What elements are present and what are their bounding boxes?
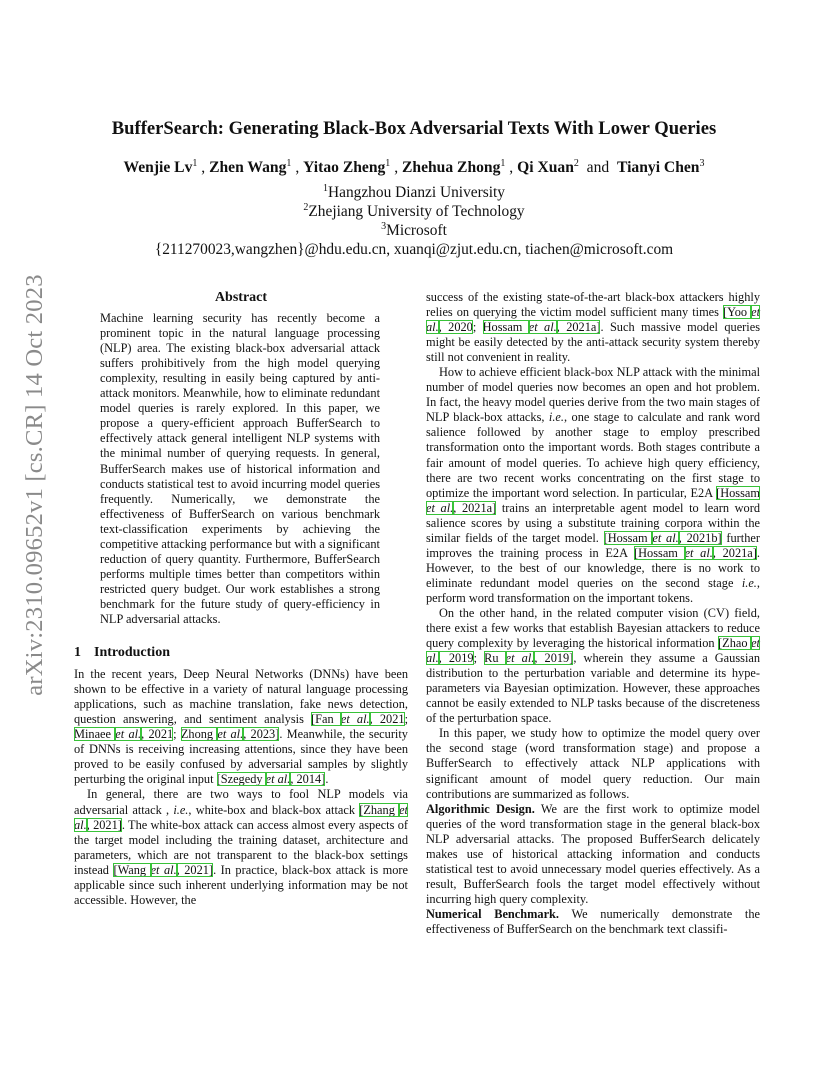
text-run: We numerically demonstrate the effectiveness of BufferSearch on the benchmark text classifi- bbox=[426, 906, 760, 936]
text-run: . However, to the best of our knowledge, there is no work to eliminate redundant model queries on the second stage bbox=[426, 545, 760, 590]
abstract-body bbox=[74, 311, 408, 627]
section-heading bbox=[74, 645, 408, 660]
text-run: , perform word transformation on the important tokens. bbox=[426, 575, 760, 605]
author-name: Yitao Zheng bbox=[303, 159, 386, 177]
section-title: Introduction bbox=[94, 645, 170, 661]
citation-link[interactable]: , 2021a] bbox=[556, 320, 601, 335]
citation-link[interactable]: et al. bbox=[426, 305, 761, 335]
author-affiliation-mark: 1 bbox=[286, 158, 292, 169]
arxiv-sidebar-stamp bbox=[19, 274, 51, 696]
author-separator: , bbox=[394, 159, 399, 177]
author-affiliation-mark: 3 bbox=[699, 158, 705, 169]
citation-link[interactable]: Minaee bbox=[74, 727, 116, 742]
text-run: In this paper, we study how to optimize the model query over the second stage (word transformation stage) and propose a BufferSearch to effectively attack NLP applications with significant amount of model query reduction. Our main contributions are summarized as follows. bbox=[426, 726, 760, 801]
citation-link[interactable]: [Fan bbox=[311, 712, 341, 727]
affiliation-mark: 3 bbox=[381, 221, 387, 232]
body-paragraph bbox=[74, 667, 408, 787]
paragraph-lead: Numerical Benchmark. bbox=[426, 906, 560, 921]
affiliation bbox=[60, 202, 768, 221]
text-run: , wherein they assume a Gaussian distribution to the perturbation variable and determine its hype-parameters via Bayesian optimization. However, these approaches cannot be easily extended to NLP tasks because of the discreteness of the perturbation space. bbox=[426, 651, 761, 726]
right-column-body bbox=[426, 290, 760, 937]
text-run: In general, there are two ways to fool NLP models via adversarial attack , bbox=[74, 787, 408, 817]
citation-link[interactable]: [Hossam bbox=[634, 545, 685, 560]
author-list bbox=[60, 158, 768, 177]
citation-link[interactable]: , 2019 bbox=[438, 651, 474, 666]
text-run: How to achieve efficient black-box NLP attack with the minimal number of model queries now becomes an open and hot problem. In fact, the heavy model queries derive from the two main stages of NLP black-box attacks, bbox=[426, 365, 760, 425]
citation-link[interactable]: et al. bbox=[217, 727, 244, 742]
author-affiliation-mark: 1 bbox=[500, 158, 506, 169]
affiliation-mark: 1 bbox=[323, 183, 329, 194]
right-column bbox=[426, 290, 760, 937]
citation-link[interactable]: [Zhang bbox=[359, 802, 400, 817]
body-paragraph bbox=[426, 606, 760, 726]
author-name: Tianyi Chen bbox=[616, 159, 700, 177]
author-affiliation-mark: 1 bbox=[385, 158, 391, 169]
citation-link[interactable]: Zhong bbox=[180, 727, 218, 742]
author-name: Zhen Wang bbox=[209, 159, 287, 177]
affiliation bbox=[60, 183, 768, 202]
author-name: Qi Xuan bbox=[517, 159, 574, 177]
citation-link[interactable]: et al. bbox=[426, 500, 454, 515]
abstract-text: Machine learning security has recently become a prominent topic in the natural language processing (NLP) area. The existing black-box adversarial attack suffers prohibitively from the high model querying complexity, resulting in easily being captured by anti-attack monitors. Meanwhile, how to eliminate redundant model queries is rarely explored. In this paper, we propose a query-efficient approach BufferSearch to effectively attack general intelligent NLP systems with the minimal number of querying requests. In general, BufferSearch makes use of historical information and conducts statistical test to avoid incurring model queries frequently. Numerically, we demonstrate the effectiveness of BufferSearch on various benchmark text-classification experiments by achieving the competitive attacking performance but with a significant reduction of query quantity. Furthermore, BufferSearch performs multiple times better than competitors within restricted query budget. Our work establishes a strong benchmark for the future study of query-efficiency in NLP adversarial attacks. bbox=[100, 311, 380, 626]
citation-link[interactable]: [Wang bbox=[113, 862, 151, 877]
citation-link[interactable]: , 2019] bbox=[534, 651, 574, 666]
citation-link[interactable]: , 2021a] bbox=[453, 500, 497, 515]
left-column bbox=[74, 290, 408, 908]
affiliation-name: Zhejiang University of Technology bbox=[308, 203, 525, 221]
citation-link[interactable]: , 2021a] bbox=[712, 545, 757, 560]
text-run: i.e. bbox=[548, 410, 565, 425]
text-run: On the other hand, in the related computer vision (CV) field, there exist a few works that establish Bayesian attackers to reduce query complexity by leveraging the historical information bbox=[426, 605, 760, 651]
citation-link[interactable]: , 2014] bbox=[290, 772, 326, 787]
affiliation-mark: 2 bbox=[303, 202, 309, 213]
body-paragraph bbox=[74, 787, 408, 907]
affiliation-name: Microsoft bbox=[386, 222, 447, 240]
author-affiliation-mark: 2 bbox=[573, 158, 579, 169]
text-run: , one stage to calculate and rank word salience followed by another stage to employ prescribed transformation onto the important words. Both stages contribute a fair amount of model queries. To achieve high query efficiency, there are two recent works concentrating on the first stage to optimize the important word selection. In particular, E2A bbox=[426, 410, 760, 500]
citation-link[interactable]: et al. bbox=[340, 712, 370, 727]
citation-link[interactable]: , 2021 bbox=[141, 727, 174, 742]
citation-link[interactable]: Hossam bbox=[482, 320, 529, 335]
text-run: . The white-box attack can access almost every aspects of the target model including the training dataset, architecture and parameters, which are not transparent to the black-box settings instead bbox=[74, 817, 408, 877]
citation-link[interactable]: [Yoo bbox=[722, 305, 752, 320]
citation-link[interactable]: , 2021] bbox=[176, 862, 214, 877]
author-conjunction: and bbox=[586, 159, 610, 177]
section-number: 1 bbox=[74, 645, 81, 661]
text-run: success of the existing state-of-the-art black-box attackers highly relies on querying the victim model sufficient many times bbox=[426, 290, 760, 320]
affiliation-name: Hangzhou Dianzi University bbox=[328, 184, 505, 202]
text-run: trains an interpretable agent model to learn word salience scores by using a substitute training corpora within the similar fields of the target model. bbox=[426, 500, 760, 545]
citation-link[interactable]: [Szegedy bbox=[216, 772, 266, 787]
text-run: We are the first work to optimize model queries of the word transformation stage in the general black-box NLP adversarial attacks. The proposed BufferSearch delicately makes use of historical attacking information and conducts statistical test to avoid unnecessary model queries effectively. As a result, BufferSearch fools the target model effectively without incurring high query complexity. bbox=[426, 801, 760, 906]
text-run: i.e. bbox=[741, 575, 757, 590]
text-run: . In practice, black-box attack is more applicable since such inherent underlying information may be not accessible. However, the bbox=[74, 862, 408, 907]
author-name: Zhehua Zhong bbox=[402, 159, 501, 177]
introduction-body bbox=[74, 667, 408, 908]
author-name: Wenjie Lv bbox=[123, 159, 193, 177]
body-paragraph bbox=[426, 726, 760, 801]
text-run: ; bbox=[472, 320, 483, 335]
citation-link[interactable]: et al. bbox=[684, 545, 713, 560]
affiliation bbox=[60, 221, 768, 240]
arxiv-identifier: arXiv:2310.09652v1 [cs.CR] 14 Oct 2023 bbox=[21, 274, 48, 696]
citation-link[interactable]: et al. bbox=[528, 320, 557, 335]
author-affiliation-mark: 1 bbox=[192, 158, 198, 169]
author-separator: , bbox=[509, 159, 514, 177]
text-run: ; bbox=[473, 651, 485, 666]
paragraph-lead: Algorithmic Design. bbox=[426, 801, 535, 816]
abstract-heading: Abstract bbox=[214, 290, 268, 305]
body-paragraph bbox=[426, 365, 760, 606]
author-separator: , bbox=[295, 159, 300, 177]
citation-link[interactable]: et al. bbox=[74, 802, 408, 832]
citation-link[interactable]: et al. bbox=[265, 772, 291, 787]
text-run: . bbox=[325, 772, 329, 787]
text-run: . Such massive model queries might be easily detected by the anti-attack security system thereby still not convenient in reality. bbox=[426, 320, 760, 365]
citation-link[interactable]: et al. bbox=[652, 530, 679, 545]
text-run: further improves the training process in E2A bbox=[426, 530, 760, 560]
citation-link[interactable]: [Hossam bbox=[603, 530, 653, 545]
citation-link[interactable]: [Zhao bbox=[718, 636, 752, 651]
paper-title: BufferSearch: Generating Black-Box Adversarial Texts With Lower Queries bbox=[111, 118, 717, 139]
citation-link[interactable]: Ru bbox=[484, 651, 506, 666]
citation-link[interactable]: , 2023] bbox=[243, 727, 280, 742]
citation-link[interactable]: , 2021 bbox=[369, 712, 405, 727]
citation-link[interactable]: et al. bbox=[505, 651, 535, 666]
author-separator: , bbox=[201, 159, 206, 177]
author-emails: {211270023,wangzhen}@hdu.edu.cn, xuanqi@zjut.edu.cn, tiachen@microsoft.com bbox=[154, 241, 674, 258]
text-run: In the recent years, Deep Neural Networks (DNNs) have been shown to be effective in a variety of natural language processing applications, such as machine translation, fake news detection, question answering, and sentiment analysis bbox=[74, 667, 408, 727]
text-run: ; bbox=[404, 712, 408, 727]
text-run: , white-box and black-box attack bbox=[188, 802, 360, 817]
citation-link[interactable]: , 2020 bbox=[438, 320, 473, 335]
text-run: . Meanwhile, the security of DNNs is receiving increasing attentions, since they have been proved to be easily confused by adversarial samples by slightly perturbing the original input bbox=[74, 727, 408, 787]
citation-link[interactable]: [Hossam bbox=[716, 485, 760, 500]
citation-link[interactable]: et al. bbox=[150, 862, 177, 877]
text-run: i.e. bbox=[173, 802, 189, 817]
citation-link[interactable]: et al. bbox=[115, 727, 142, 742]
citation-link[interactable]: et al. bbox=[426, 636, 760, 666]
text-run: ; bbox=[173, 727, 181, 742]
body-paragraph bbox=[426, 802, 760, 907]
body-paragraph bbox=[426, 290, 760, 365]
citation-link[interactable]: , 2021] bbox=[86, 817, 122, 832]
body-paragraph bbox=[426, 907, 760, 937]
citation-link[interactable]: , 2021b] bbox=[678, 530, 722, 545]
